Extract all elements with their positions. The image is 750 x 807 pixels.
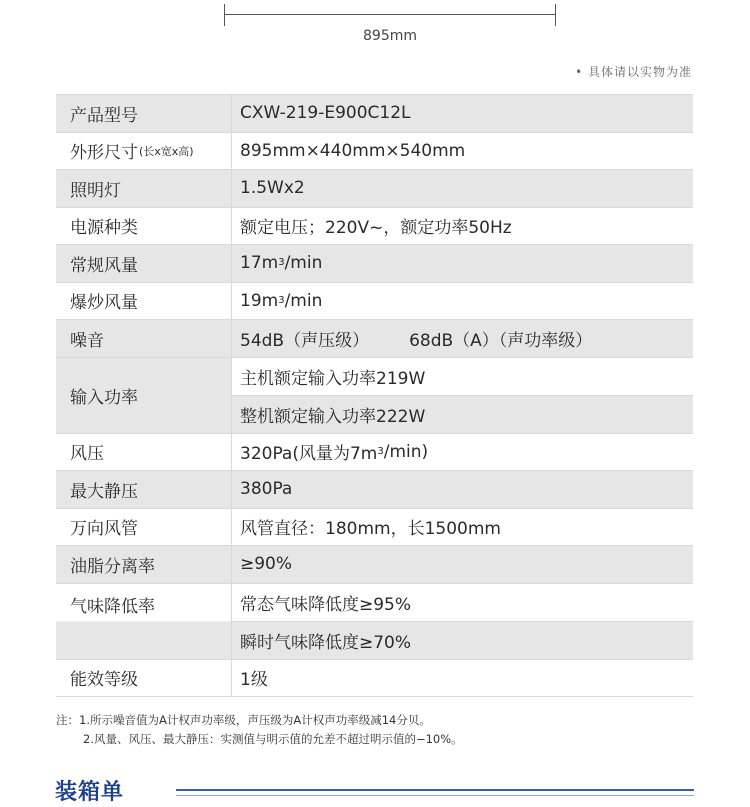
spec-value: 瞬时气味降低度≥70% <box>232 622 693 659</box>
disclaimer-note: • 具体请以实物为准 <box>575 65 692 79</box>
spec-label: 电源种类 <box>56 208 232 245</box>
spec-label-small: (长x宽x高) <box>139 144 194 158</box>
spec-row-model <box>56 95 693 133</box>
spec-row-power-type <box>56 208 693 246</box>
spec-value-main: 17m <box>240 253 279 274</box>
spec-value-unit: /min) <box>383 441 429 462</box>
spec-value: 380Pa <box>240 479 293 500</box>
spec-row-oil <box>56 546 693 584</box>
spec-label <box>56 133 232 170</box>
spec-value: 常态气味降低度≥95% <box>232 584 693 622</box>
spec-value-unit: /min <box>284 290 323 311</box>
spec-value: 17m 3 /min <box>240 253 323 274</box>
packing-list-title: 装箱单 <box>55 780 125 805</box>
spec-row-normal-air <box>56 245 693 283</box>
spec-row-energy <box>56 660 693 698</box>
spec-row-burst-air <box>56 283 693 321</box>
dimension-tick-right <box>555 4 556 26</box>
spec-row-noise <box>56 320 693 358</box>
spec-value <box>232 320 693 357</box>
dimension-tick-left <box>224 4 225 26</box>
spec-value: 19m 3 /min <box>240 290 323 311</box>
spec-label: 噪音 <box>56 320 232 357</box>
spec-value: 整机额定输入功率222W <box>232 396 693 433</box>
spec-row-input-power <box>56 358 693 434</box>
spec-value: 320Pa(风量为7m 3 /min) <box>232 434 693 471</box>
spec-row-duct <box>56 509 693 547</box>
spec-label: 能效等级 <box>56 660 232 697</box>
spec-row-light <box>56 170 693 208</box>
footnote-2: 2.风量、风压、最大静压：实测值与明示值的允差不超过明示值的−10%。 <box>83 732 463 746</box>
spec-value: 1级 <box>240 670 268 691</box>
dimension-line <box>224 14 555 15</box>
spec-label: 输入功率 <box>56 358 232 433</box>
footnotes <box>56 711 736 749</box>
spec-label: 产品型号 <box>56 95 232 132</box>
spec-row-size <box>56 133 693 171</box>
spec-label: 照明灯 <box>56 170 232 207</box>
footnote-1: 注：1.所示噪音值为A计权声功率级，声压级为A计权声功率级减14分贝。 <box>56 713 431 727</box>
spec-label: 气味降低率 <box>56 584 232 659</box>
spec-label: 风压 <box>56 434 232 471</box>
spec-row-wind-pressure <box>56 434 693 472</box>
spec-row-max-static <box>56 471 693 509</box>
spec-value: 895mm×440mm×540mm <box>240 140 466 161</box>
spec-label-text: 外形尺寸 <box>70 143 138 164</box>
spec-label: 最大静压 <box>56 471 232 508</box>
spec-value: 风管直径：180mm，长1500mm <box>240 519 501 540</box>
spec-value-main: 19m <box>240 290 279 311</box>
spec-value: 主机额定输入功率219W <box>232 358 693 396</box>
spec-value-sound-pressure: 54dB（声压级） <box>240 330 370 351</box>
packing-divider-thin <box>176 795 694 796</box>
spec-label: 油脂分离率 <box>56 546 232 583</box>
spec-value: ≥90% <box>240 554 293 575</box>
dimension-label: 895mm <box>363 28 417 44</box>
spec-table <box>56 94 693 697</box>
dimension-marker <box>0 0 750 60</box>
spec-label: 常规风量 <box>56 245 232 282</box>
spec-value-unit: /min <box>284 253 323 274</box>
spec-value-main: 320Pa(风量为7m <box>240 444 378 465</box>
packing-divider <box>176 789 694 791</box>
spec-row-odor <box>56 584 693 660</box>
spec-value: CXW-219-E900C12L <box>240 103 411 124</box>
spec-value: 1.5Wx2 <box>240 178 305 199</box>
spec-value-sound-power: 68dB（A）（声功率级） <box>409 330 593 351</box>
spec-label: 万向风管 <box>56 509 232 546</box>
spec-label: 爆炒风量 <box>56 283 232 320</box>
spec-value: 额定电压；220V~，额定功率50Hz <box>240 218 512 239</box>
